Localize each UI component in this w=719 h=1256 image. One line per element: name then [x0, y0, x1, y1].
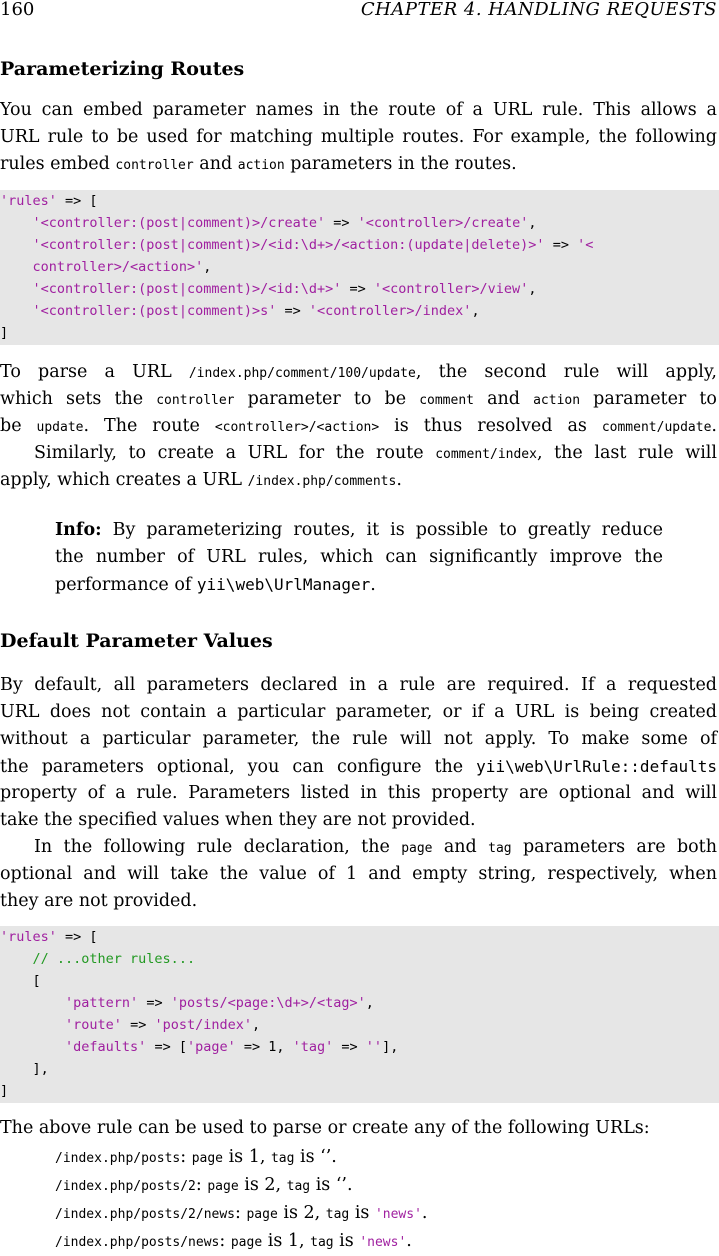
code-string: 'rules': [0, 929, 57, 945]
code-line: [0, 278, 536, 300]
info-line: [55, 544, 663, 571]
section-title-default-parameter-values: Default Parameter Values: [0, 630, 273, 652]
code-string: controller>/<action>': [32, 259, 204, 275]
code-text: ,: [471, 303, 480, 319]
inline-code: yii\web\UrlManager: [196, 575, 371, 594]
text-line: [0, 151, 717, 179]
code-text: ,: [528, 281, 537, 297]
code-text: => [: [56, 929, 98, 945]
text-run: is: [349, 1203, 375, 1223]
code-text: ],: [0, 1061, 49, 1077]
inline-code: tag: [488, 841, 512, 856]
inline-code: tag: [325, 1207, 350, 1222]
url-item: [55, 1228, 719, 1256]
info-text: .: [370, 575, 376, 595]
code-string: '<controller:(post|comment)>/<id:\d+>': [32, 281, 342, 297]
text-line: [0, 359, 717, 387]
code-line: [0, 1058, 49, 1080]
inline-code: page: [207, 1179, 239, 1194]
code-line: [0, 322, 8, 344]
text-line: [0, 413, 717, 441]
code-text: ],: [382, 1039, 399, 1055]
info-line: [55, 571, 663, 599]
code-text: =>: [544, 237, 578, 253]
text-run: , the second rule will apply,: [415, 362, 717, 382]
text-run: is thus resolved as: [379, 416, 602, 436]
url-item: [55, 1172, 719, 1200]
code-text: [0, 237, 33, 253]
code-line: [0, 1080, 8, 1102]
code-string: 'route': [65, 1017, 122, 1033]
text-run: is 2,: [277, 1203, 326, 1223]
text-run: which sets the: [0, 389, 157, 409]
inline-code: comment/index: [435, 447, 537, 462]
code-text: [0, 281, 33, 297]
code-text: =>: [121, 1017, 155, 1033]
text-run: is 1,: [223, 1147, 271, 1167]
text-run: the parameters optional, you can configure the: [0, 757, 477, 777]
code-line: [0, 234, 593, 256]
running-header: CHAPTER 4. HANDLING REQUESTS: [360, 0, 717, 20]
inline-code: yii\web\UrlRule::defaults: [476, 757, 717, 776]
text-line: [0, 780, 717, 807]
text-line: [0, 753, 717, 781]
text-run: :: [219, 1231, 231, 1251]
code-text: [0, 1039, 65, 1055]
inline-code: tag: [310, 1235, 334, 1250]
inline-code: update: [36, 420, 84, 435]
url-item: [55, 1200, 719, 1228]
text-run: URL rule to be used for matching multiple routes. For example, the following: [0, 127, 717, 147]
inline-code: action: [533, 393, 581, 408]
code-line: [0, 970, 41, 992]
inline-code: controller: [115, 158, 194, 173]
text-run: is ‘’.: [310, 1175, 353, 1195]
code-string: 'rules': [0, 193, 57, 209]
code-string: 'post/index': [154, 1017, 252, 1033]
urls-intro: The above rule can be used to parse or create any of the following URLs:: [0, 1118, 650, 1138]
inline-code: /index.php/posts/news: [55, 1235, 220, 1250]
inline-code: page: [246, 1207, 278, 1222]
code-text: [0, 951, 33, 967]
info-content: [55, 517, 663, 599]
text-run: .: [421, 1203, 428, 1223]
info-text: the number of URL rules, which can significantly improve the: [55, 547, 663, 567]
text-line: [0, 834, 717, 862]
code-text: ]: [0, 325, 9, 341]
code-line: [0, 256, 211, 278]
text-run: .: [711, 416, 717, 436]
text-run: , the last rule will: [536, 443, 717, 463]
inline-code: /index.php/posts/2/news: [55, 1207, 236, 1222]
code-string: '<controller:(post|comment)>/create': [32, 215, 326, 231]
text-line: [0, 97, 717, 124]
code-string: 'posts/<page:\d+>/<tag>': [170, 995, 366, 1011]
text-run: :: [235, 1203, 247, 1223]
code-comment: // ...other rules...: [32, 951, 196, 967]
text-run: rules embed: [0, 154, 116, 174]
code-text: =>: [276, 303, 309, 319]
code-line: [0, 992, 374, 1014]
code-string: 'news': [374, 1207, 422, 1222]
text-run: parameter to: [580, 389, 717, 409]
code-text: [0, 259, 33, 275]
info-text: By parameterizing routes, it is possible to greatly reduce: [101, 520, 663, 540]
text-line: [0, 807, 717, 834]
code-text: [0, 1017, 65, 1033]
text-line: [0, 386, 717, 414]
inline-code: comment: [419, 393, 474, 408]
text-run: . The route: [83, 416, 215, 436]
code-line: [0, 212, 536, 234]
text-line: [0, 467, 717, 495]
code-string: 'pattern': [65, 995, 139, 1011]
text-line: [0, 699, 717, 726]
text-line: [0, 726, 717, 753]
inline-code: page: [230, 1235, 263, 1250]
code-line: [0, 1036, 398, 1058]
code-text: [0, 995, 65, 1011]
text-run: and: [432, 837, 489, 857]
code-string: '<: [577, 237, 594, 253]
inline-code: action: [237, 158, 285, 173]
code-block-defaults: [0, 926, 719, 1103]
code-text: ,: [252, 1017, 261, 1033]
text-line: [0, 888, 717, 915]
code-text: =>: [138, 995, 171, 1011]
code-line: [0, 1014, 260, 1036]
code-text: =>: [333, 1039, 366, 1055]
code-line: [0, 926, 98, 948]
text-run: Similarly, to create a URL for the route: [34, 443, 436, 463]
text-run: apply, which creates a URL: [0, 470, 248, 490]
text-run: is: [333, 1231, 360, 1251]
text-run: To parse a URL: [0, 362, 189, 382]
code-text: =>: [341, 281, 374, 297]
code-line: [0, 948, 195, 970]
code-text: =>: [325, 215, 358, 231]
text-line: [0, 861, 717, 888]
code-text: [0, 215, 33, 231]
text-run: parameter to be: [234, 389, 420, 409]
text-run: without a particular parameter, the rule will not apply. To make some of: [0, 729, 717, 749]
text-run: In the following rule declaration, the: [34, 837, 402, 857]
text-run: URL does not contain a particular parameter, or if a URL is being created: [0, 702, 717, 722]
text-run: is ‘’.: [294, 1147, 337, 1167]
text-run: parameters in the routes.: [284, 154, 517, 174]
text-run: :: [195, 1175, 208, 1195]
code-line: [0, 300, 480, 322]
code-text: => [: [146, 1039, 187, 1055]
code-block-rules: [0, 190, 719, 345]
page-number: 160: [0, 0, 35, 20]
text-run: :: [180, 1147, 192, 1167]
code-string: 'page': [186, 1039, 236, 1055]
inline-code: <controller>/<action>: [214, 420, 380, 435]
text-run: property of a rule. Parameters listed in this property are optional and will: [0, 783, 717, 803]
text-run: is 1,: [262, 1231, 311, 1251]
code-text: => 1,: [235, 1039, 293, 1055]
code-string: 'defaults': [65, 1039, 147, 1055]
code-text: [: [0, 973, 41, 989]
code-line: [0, 190, 98, 212]
text-run: optional and will take the value of 1 and empty string, respectively, when: [0, 864, 717, 884]
text-run: they are not provided.: [0, 891, 198, 911]
code-string: 'tag': [292, 1039, 334, 1055]
info-label: Info:: [55, 520, 102, 540]
inline-code: /index.php/posts: [55, 1151, 181, 1166]
info-line: [55, 517, 663, 544]
inline-code: controller: [156, 393, 235, 408]
inline-code: page: [191, 1151, 224, 1166]
code-string: '<controller>/view': [373, 281, 529, 297]
section-title-parameterizing-routes: Parameterizing Routes: [0, 58, 245, 80]
text-line: [0, 440, 717, 468]
text-run: and: [473, 389, 534, 409]
text-run: be: [0, 416, 37, 436]
inline-code: /index.php/comment/100/update: [188, 366, 416, 381]
code-string: '': [365, 1039, 383, 1055]
code-text: ,: [528, 215, 537, 231]
text-run: You can embed parameter names in the route of a URL rule. This allows a: [0, 100, 717, 120]
code-text: ,: [365, 995, 374, 1011]
code-text: => [: [56, 193, 98, 209]
text-run: .: [396, 470, 402, 490]
inline-code: comment/update: [601, 420, 712, 435]
inline-code: tag: [270, 1151, 295, 1166]
code-string: 'news': [359, 1235, 407, 1250]
inline-code: /index.php/posts/2: [55, 1179, 196, 1194]
code-text: ]: [0, 1083, 9, 1099]
code-text: [0, 303, 33, 319]
code-text: ,: [203, 259, 212, 275]
text-line: [0, 124, 717, 151]
code-string: '<controller:(post|comment)>s': [32, 303, 277, 319]
code-string: '<controller:(post|comment)>/<id:\d+>/<action:(update|delete)>': [32, 237, 545, 253]
inline-code: tag: [286, 1179, 311, 1194]
code-string: '<controller>/index': [308, 303, 472, 319]
inline-code: page: [401, 841, 433, 856]
text-run: parameters are both: [511, 837, 717, 857]
text-run: .: [406, 1231, 412, 1251]
text-run: By default, all parameters declared in a rule are required. If a requested: [0, 675, 717, 695]
text-run: take the specified values when they are not provided.: [0, 810, 476, 830]
url-item: [55, 1144, 719, 1172]
text-run: is 2,: [238, 1175, 287, 1195]
inline-code: /index.php/comments: [247, 474, 397, 489]
text-line: [0, 672, 717, 699]
info-text: performance of: [55, 575, 197, 595]
text-run: and: [193, 154, 238, 174]
code-string: '<controller>/create': [357, 215, 529, 231]
